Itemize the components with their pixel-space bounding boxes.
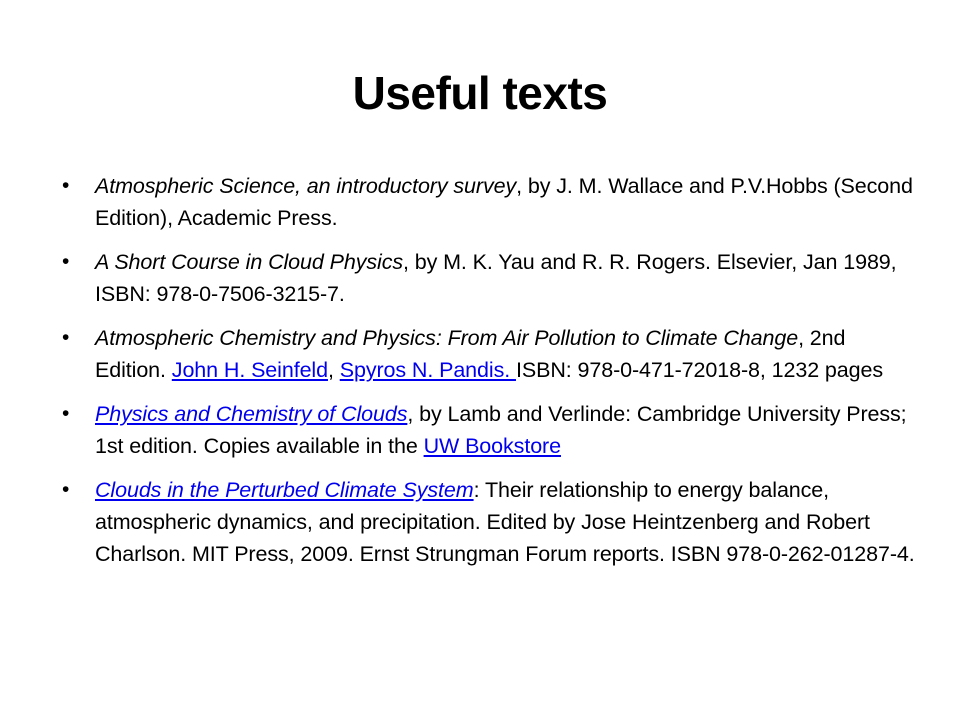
citation-text: , 2nd Edition.	[95, 326, 846, 382]
uw-bookstore-link[interactable]: UW Bookstore	[423, 434, 561, 458]
author-link-pandis[interactable]: Spyros N. Pandis.	[339, 358, 516, 382]
list-item	[60, 322, 920, 386]
list-item	[60, 246, 920, 310]
citation-text: , by M. K. Yau and R. R. Rogers. Elsevier, Jan 1989, ISBN: 978-0-7506-3215-7.	[95, 250, 897, 306]
author-link-seinfeld[interactable]: John H. Seinfeld	[171, 358, 328, 382]
list-item	[60, 170, 920, 234]
bullet-icon: •	[62, 402, 70, 425]
list-item	[60, 474, 920, 570]
slide-title: Useful texts	[352, 67, 608, 119]
reference-list	[60, 170, 920, 582]
bullet-icon: •	[62, 326, 70, 349]
bullet-icon: •	[62, 478, 70, 501]
book-title-link[interactable]: Clouds in the Perturbed Climate System	[95, 478, 474, 502]
bullet-icon: •	[62, 174, 70, 197]
list-item	[60, 398, 920, 462]
book-title: Atmospheric Science, an introductory survey	[95, 174, 517, 198]
book-title: A Short Course in Cloud Physics	[95, 250, 403, 274]
book-title-link[interactable]: Physics and Chemistry of Clouds	[95, 402, 408, 426]
citation-text: , by Lamb and Verlinde: Cambridge University Press; 1st edition. Copies available in the	[95, 402, 907, 458]
book-title: Atmospheric Chemistry and Physics: From Air Pollution to Climate Change	[95, 326, 799, 350]
bullet-icon: •	[62, 250, 70, 273]
citation-text: ISBN: 978-0-471-72018-8, 1232 pages	[515, 358, 884, 382]
citation-text: : Their relationship to energy balance, atmospheric dynamics, and precipitation. Edited by Jose Heintzenberg and Robert Charlson. MIT Press, 2009. Ernst Strungman Forum reports. ISBN 978-0-262-01287-4.	[95, 478, 915, 566]
citation-text: , by J. M. Wallace and P.V.Hobbs (Second Edition), Academic Press.	[95, 174, 913, 230]
separator-text: ,	[327, 358, 340, 382]
